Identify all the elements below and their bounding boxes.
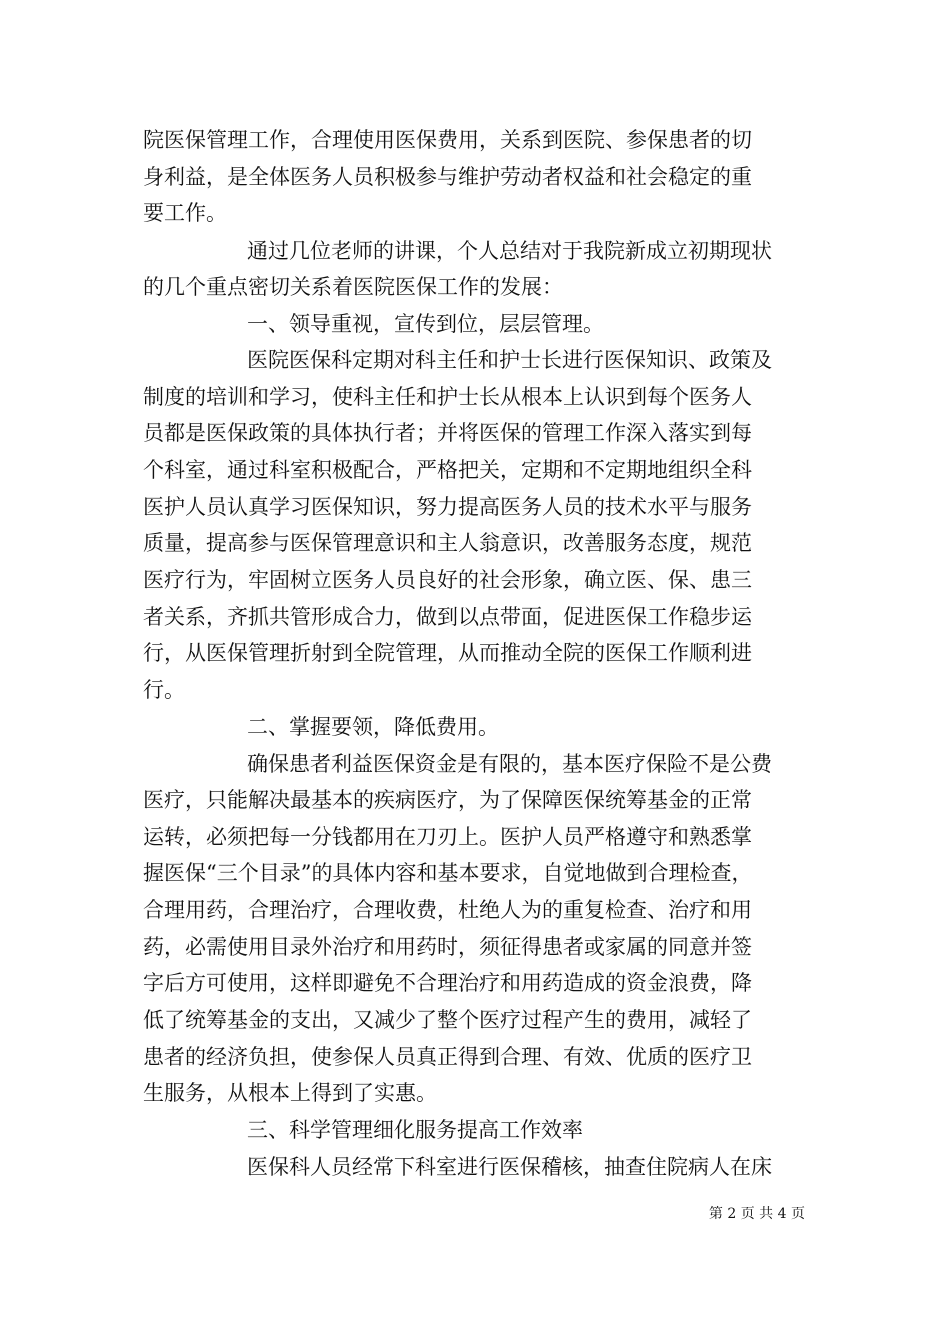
text-line: 质量，提高参与医保管理意识和主人翁意识，改善服务态度，规范 xyxy=(143,531,752,555)
section-heading-1: 一、领导重视，宣传到位，层层管理。 xyxy=(247,312,604,336)
section-heading-3: 三、科学管理细化服务提高工作效率 xyxy=(247,1118,583,1142)
text-line: 握医保“三个目录”的具体内容和基本要求，自觉地做到合理检查， xyxy=(143,861,753,885)
page-number-footer: 第 2 页 共 4 页 xyxy=(708,1206,805,1222)
text-line: 低了统筹基金的支出，又减少了整个医疗过程产生的费用，减轻了 xyxy=(143,1008,752,1032)
text-line: 字后方可使用，这样即避免不合理治疗和用药造成的资金浪费，降 xyxy=(143,971,752,995)
text-line: 者关系，齐抓共管形成合力，做到以点带面，促进医保工作稳步运 xyxy=(143,605,752,629)
text-line: 运转，必须把每一分钱都用在刀刃上。医护人员严格遵守和熟悉掌 xyxy=(143,825,752,849)
paragraph-first-line: 确保患者利益医保资金是有限的，基本医疗保险不是公费 xyxy=(247,752,772,776)
text-line: 院医保管理工作，合理使用医保费用，关系到医院、参保患者的切 xyxy=(143,128,752,152)
paragraph-first-line: 通过几位老师的讲课，个人总结对于我院新成立初期现状 xyxy=(247,239,772,263)
text-line: 行。 xyxy=(143,678,185,702)
paragraph-first-line: 医保科人员经常下科室进行医保稽核，抽查住院病人在床 xyxy=(247,1155,772,1179)
text-line: 员都是医保政策的具体执行者；并将医保的管理工作深入落实到每 xyxy=(143,421,752,445)
text-line: 的几个重点密切关系着医院医保工作的发展： xyxy=(143,275,563,299)
text-line: 个科室，通过科室积极配合，严格把关，定期和不定期地组织全科 xyxy=(143,458,752,482)
paragraph-first-line: 医院医保科定期对科主任和护士长进行医保知识、政策及 xyxy=(247,348,772,372)
text-line: 医疗，只能解决最基本的疾病医疗，为了保障医保统筹基金的正常 xyxy=(143,788,752,812)
text-line: 药，必需使用目录外治疗和用药时，须征得患者或家属的同意并签 xyxy=(143,935,752,959)
text-line: 身利益，是全体医务人员积极参与维护劳动者权益和社会稳定的重 xyxy=(143,165,752,189)
section-heading-2: 二、掌握要领，降低费用。 xyxy=(247,715,499,739)
text-line: 合理用药，合理治疗，合理收费，杜绝人为的重复检查、治疗和用 xyxy=(143,898,752,922)
text-line: 患者的经济负担，使参保人员真正得到合理、有效、优质的医疗卫 xyxy=(143,1045,752,1069)
text-line: 制度的培训和学习，使科主任和护士长从根本上认识到每个医务人 xyxy=(143,385,752,409)
text-line: 医护人员认真学习医保知识，努力提高医务人员的技术水平与服务 xyxy=(143,495,752,519)
text-line: 生服务，从根本上得到了实惠。 xyxy=(143,1081,437,1105)
text-line: 医疗行为，牢固树立医务人员良好的社会形象，确立医、保、患三 xyxy=(143,568,752,592)
text-line: 要工作。 xyxy=(143,201,227,225)
text-line: 行，从医保管理折射到全院管理，从而推动全院的医保工作顺利进 xyxy=(143,641,752,665)
